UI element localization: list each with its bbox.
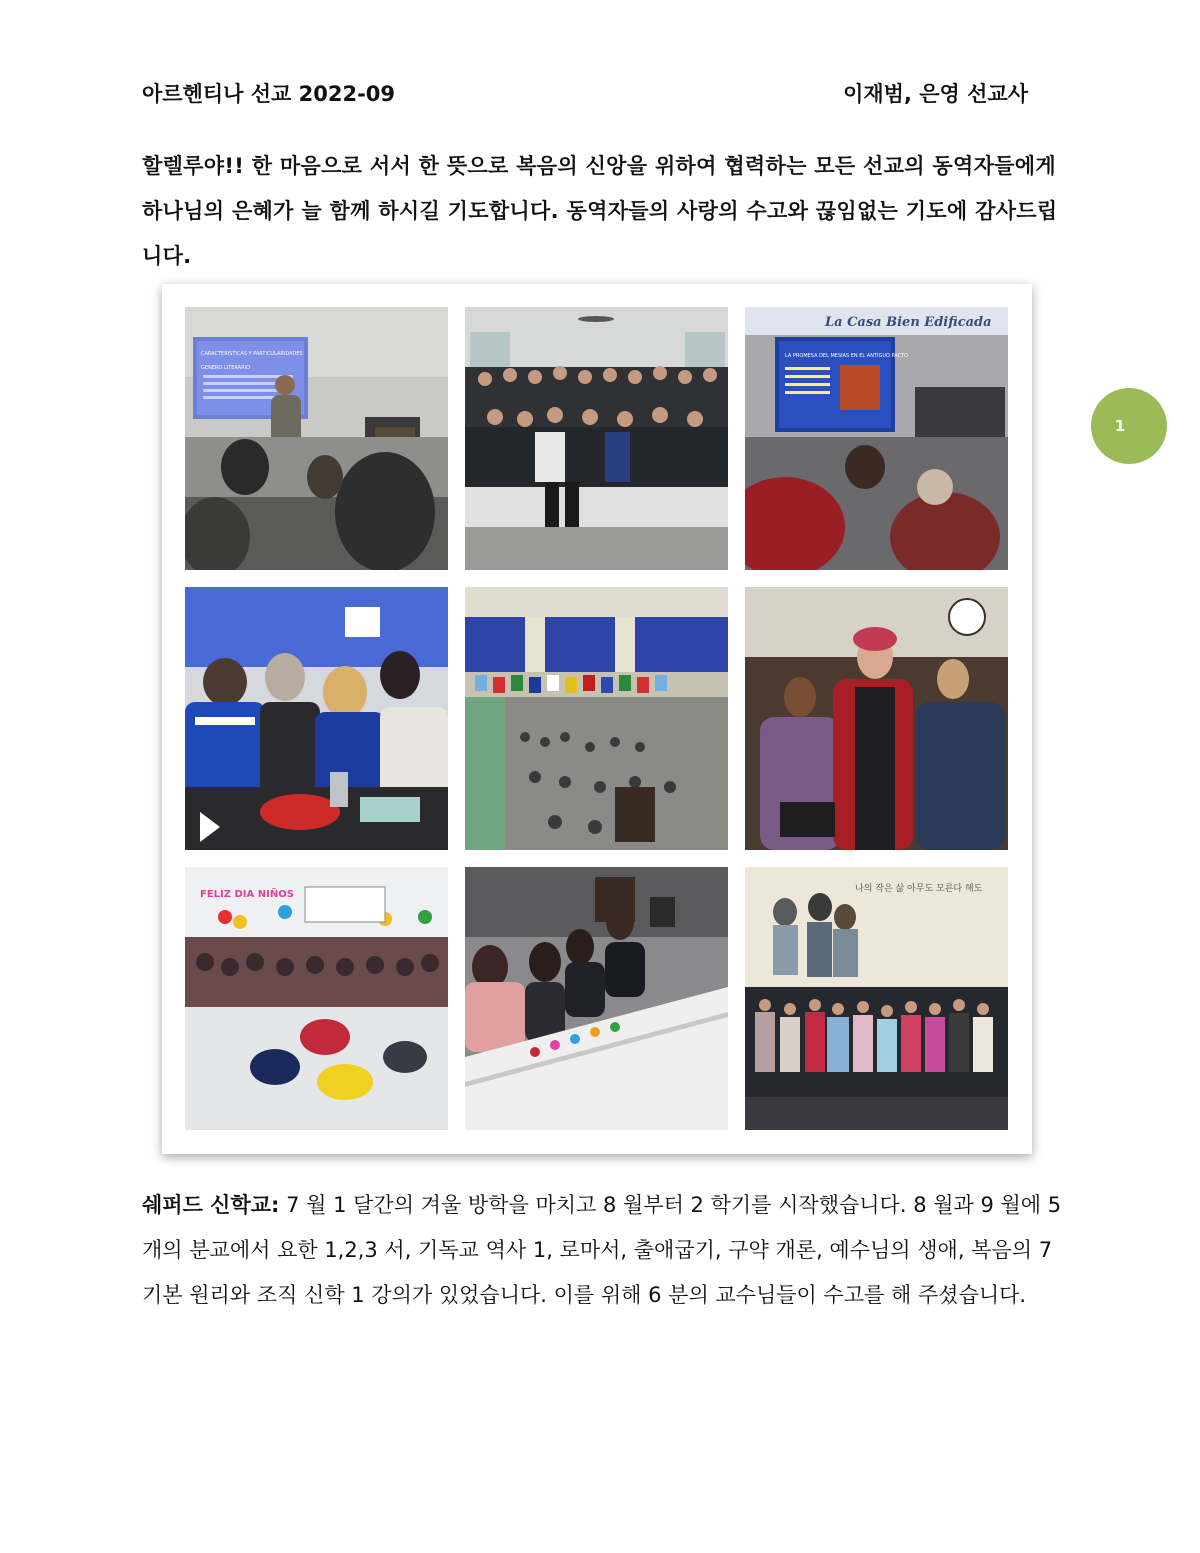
photo-hall-with-flags (465, 587, 728, 850)
slide-sub-text: GENERO LITERARIO (201, 365, 250, 371)
header-author: 이재범, 은영 선교사 (843, 82, 1028, 106)
slide-title-text-2: LA PROMESA DEL MESIAS EN EL ANTIGUO PACTO (785, 353, 909, 359)
photo-kids-handbells (465, 867, 728, 1130)
photo-lecture-classroom (185, 307, 448, 570)
section-lead: 쉐퍼드 신학교: (142, 1193, 280, 1217)
section-text: 7 월 1 달간의 겨울 방학을 마치고 8 월부터 2 학기를 시작했습니다. 8 월과 9 월에 5 개의 분교에서 요한 1,2,3 서, 기독교 역사 1, 로마서, 출애굽기, 구약 개론, 예수님의 생애, 복음의 7 기본 원리와 조직 신학 1 강의가 있었습니다. 이를 위해 6 분의 교수님들이 수고를 해 주셨습니다. (142, 1193, 1062, 1307)
photo-children-event (185, 867, 448, 1130)
body-paragraph (142, 1183, 1062, 1318)
page-number-badge (1091, 388, 1167, 464)
page-number: 1 (1114, 417, 1126, 435)
photo-collage (162, 284, 1032, 1154)
photo-choir-performance (745, 867, 1008, 1130)
header-title: 아르헨티나 선교 2022-09 (142, 82, 396, 106)
photo-three-people (745, 587, 1008, 850)
photo-group-indoors (465, 307, 728, 570)
poster-caption: 나의 작은 삶 아무도 모른다 해도 (855, 884, 983, 894)
photo-church-presentation (745, 307, 1008, 570)
greeting-paragraph: 할렐루야!! 한 마음으로 서서 한 뜻으로 복음의 신앙을 위하여 협력하는 모든 선교의 동역자들에게 하나님의 은혜가 늘 함께 하시길 기도합니다. 동역자들의 사랑의 수고와 끊임없는 기도에 감사드립니다. (142, 154, 1058, 268)
slide-title-text: CARACTERISTICAS Y PARTICULARIDADES (201, 351, 303, 357)
kids-banner-text: FELIZ DIA NIÑOS (200, 889, 294, 900)
photo-friends-at-table (185, 587, 448, 850)
banner-text: La Casa Bien Edificada (825, 315, 992, 330)
